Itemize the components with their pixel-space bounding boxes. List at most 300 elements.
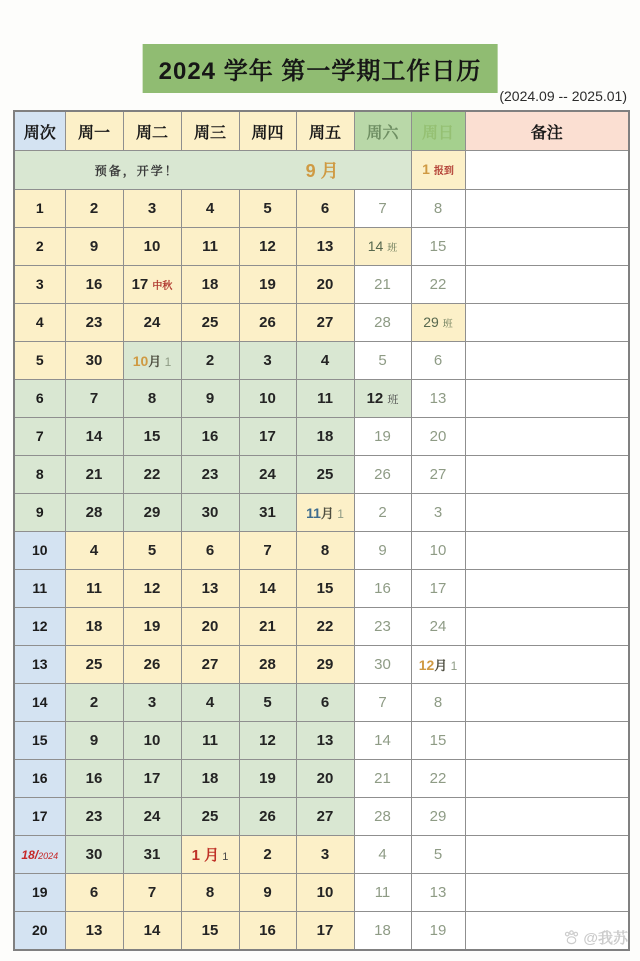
table-row bbox=[14, 722, 629, 760]
calendar-cell bbox=[239, 304, 296, 342]
cell-text: 24 bbox=[143, 807, 161, 825]
table-row bbox=[14, 874, 629, 912]
table-row bbox=[14, 418, 629, 456]
header-remarks: 备注 bbox=[465, 111, 629, 151]
cell-text: 21 bbox=[374, 769, 391, 787]
cell-text: 19 bbox=[259, 275, 276, 293]
page-title: 2024 学年 第一学期工作日历 bbox=[143, 44, 498, 93]
calendar-cell bbox=[411, 912, 465, 951]
cell-text: 13 bbox=[316, 731, 334, 749]
cell-text: 11 bbox=[86, 579, 102, 597]
remark-cell bbox=[465, 760, 629, 798]
cell-text: 7 bbox=[378, 693, 387, 711]
cell-text: 月 bbox=[320, 505, 334, 521]
calendar-cell bbox=[239, 760, 296, 798]
cell-text: 25 bbox=[85, 655, 103, 673]
cell-text: 12 bbox=[366, 389, 388, 407]
calendar-cell bbox=[123, 646, 181, 684]
band-note: 预备，开学！ bbox=[94, 163, 179, 178]
cell-text: 13 bbox=[429, 389, 447, 407]
remark-cell bbox=[465, 798, 629, 836]
remark-cell bbox=[465, 836, 629, 874]
calendar-cell bbox=[296, 874, 354, 912]
cell-text: 5 bbox=[147, 541, 157, 559]
cell-text: 3 bbox=[320, 845, 330, 863]
calendar-cell bbox=[65, 266, 123, 304]
header-row bbox=[14, 111, 629, 151]
calendar-cell bbox=[181, 760, 239, 798]
calendar-cell bbox=[411, 190, 465, 228]
cell-text: 16 bbox=[374, 579, 391, 597]
calendar-cell bbox=[354, 304, 411, 342]
date-range: (2024.09 -- 2025.01) bbox=[499, 88, 627, 104]
week-number-cell bbox=[14, 684, 65, 722]
cell-text: 7 bbox=[147, 883, 157, 901]
cell-text: 10 bbox=[259, 389, 276, 407]
header-wednesday: 周三 bbox=[181, 111, 239, 151]
cell-text: 11 bbox=[374, 883, 391, 901]
cell-text: 报到 bbox=[433, 166, 454, 177]
remark-cell bbox=[465, 722, 629, 760]
cell-text: 14 bbox=[143, 921, 161, 939]
calendar-cell bbox=[239, 228, 296, 266]
cell-text: 7 bbox=[35, 427, 44, 444]
calendar-cell bbox=[411, 684, 465, 722]
cell-text: 班 bbox=[387, 393, 399, 406]
header-tuesday: 周二 bbox=[123, 111, 181, 151]
week-number-cell bbox=[14, 608, 65, 646]
week-number-cell bbox=[14, 304, 65, 342]
calendar-cell bbox=[123, 722, 181, 760]
cell-text: 20 bbox=[429, 427, 447, 445]
calendar-cell bbox=[123, 342, 181, 380]
calendar-cell bbox=[181, 418, 239, 456]
cell-text: 1 bbox=[161, 354, 172, 369]
cell-text: 3 bbox=[433, 503, 443, 521]
cell-text: 1 月 bbox=[191, 847, 220, 864]
cell-text: 22 bbox=[429, 769, 447, 787]
calendar-cell bbox=[123, 190, 181, 228]
calendar-cell bbox=[296, 722, 354, 760]
remark-cell bbox=[465, 418, 629, 456]
cell-text: 17 bbox=[259, 427, 276, 445]
week-number-cell bbox=[14, 342, 65, 380]
cell-text: 5 bbox=[378, 351, 387, 369]
cell-text: 12 bbox=[259, 731, 276, 749]
week-number-cell bbox=[14, 456, 65, 494]
cell-text: 14 bbox=[259, 579, 276, 597]
calendar-cell bbox=[239, 418, 296, 456]
cell-text: 10 bbox=[132, 352, 149, 369]
calendar-cell bbox=[65, 912, 123, 951]
september-month-band bbox=[14, 151, 411, 190]
remark-cell bbox=[465, 228, 629, 266]
cell-text: 14 bbox=[31, 693, 48, 710]
cell-text: 2 bbox=[35, 237, 44, 254]
cell-text: 17 bbox=[143, 769, 161, 787]
calendar-cell bbox=[65, 874, 123, 912]
calendar-cell bbox=[239, 266, 296, 304]
calendar-cell bbox=[65, 342, 123, 380]
calendar-cell bbox=[65, 646, 123, 684]
cell-text: 班 bbox=[442, 318, 453, 330]
cell-text: 12 bbox=[31, 617, 48, 634]
cell-text: 23 bbox=[374, 617, 391, 635]
cell-text: 21 bbox=[85, 465, 103, 483]
week-number-cell bbox=[14, 494, 65, 532]
calendar-cell bbox=[239, 494, 296, 532]
header-monday: 周一 bbox=[65, 111, 123, 151]
cell-text: 17 bbox=[429, 579, 447, 597]
cell-text: 22 bbox=[316, 617, 334, 635]
cell-text: 10 bbox=[316, 883, 334, 901]
cell-text: 10 bbox=[143, 731, 161, 749]
calendar-cell bbox=[296, 304, 354, 342]
week-number-cell bbox=[14, 570, 65, 608]
cell-text: 19 bbox=[259, 769, 276, 787]
calendar-cell bbox=[411, 228, 465, 266]
week-number-cell bbox=[14, 760, 65, 798]
cell-text: 1 bbox=[447, 658, 458, 673]
calendar-cell bbox=[123, 684, 181, 722]
cell-text: 30 bbox=[374, 655, 391, 673]
cell-text: 13 bbox=[316, 237, 334, 255]
calendar-cell bbox=[239, 456, 296, 494]
cell-text: 29 bbox=[423, 313, 443, 330]
header-sunday: 周日 bbox=[411, 111, 465, 151]
calendar-cell bbox=[354, 836, 411, 874]
cell-text: 25 bbox=[201, 807, 219, 825]
table-row bbox=[14, 532, 629, 570]
cell-text: 25 bbox=[201, 313, 219, 331]
cell-text: 5 bbox=[433, 845, 443, 863]
cell-text: 6 bbox=[433, 351, 443, 369]
calendar-cell bbox=[411, 494, 465, 532]
cell-text: 15 bbox=[31, 731, 48, 748]
remark-cell bbox=[465, 532, 629, 570]
calendar-cell bbox=[123, 798, 181, 836]
cell-text: 24 bbox=[429, 617, 447, 635]
cell-text: 11 bbox=[202, 731, 218, 749]
calendar-cell bbox=[354, 380, 411, 418]
calendar-cell bbox=[296, 608, 354, 646]
cell-text: 28 bbox=[374, 313, 391, 331]
calendar-cell bbox=[65, 570, 123, 608]
calendar-cell bbox=[181, 836, 239, 874]
calendar-cell bbox=[239, 190, 296, 228]
calendar-cell bbox=[123, 228, 181, 266]
cell-text: 14 bbox=[367, 237, 388, 254]
calendar-cell bbox=[123, 532, 181, 570]
cell-text: 26 bbox=[259, 313, 276, 331]
calendar-cell bbox=[296, 532, 354, 570]
cell-text: 2 bbox=[263, 845, 272, 863]
header-week-number: 周次 bbox=[14, 111, 65, 151]
calendar-cell bbox=[354, 684, 411, 722]
calendar-table bbox=[13, 110, 630, 951]
calendar-cell bbox=[123, 380, 181, 418]
calendar-cell bbox=[181, 228, 239, 266]
calendar-cell bbox=[181, 456, 239, 494]
calendar-cell bbox=[181, 646, 239, 684]
calendar-cell bbox=[181, 798, 239, 836]
week-number-cell bbox=[14, 266, 65, 304]
week-number-cell bbox=[14, 228, 65, 266]
calendar-cell bbox=[123, 456, 181, 494]
calendar-cell bbox=[123, 266, 181, 304]
cell-text: 3 bbox=[147, 199, 157, 217]
cell-text: 1 bbox=[219, 851, 229, 863]
cell-text: 8 bbox=[433, 199, 443, 217]
calendar-cell bbox=[239, 570, 296, 608]
cell-text: 17 bbox=[131, 275, 153, 293]
cell-text: 12 bbox=[143, 579, 161, 597]
cell-text: 4 bbox=[205, 693, 215, 711]
header-friday: 周五 bbox=[296, 111, 354, 151]
calendar-cell bbox=[181, 532, 239, 570]
calendar-cell bbox=[239, 722, 296, 760]
cell-text: 2 bbox=[378, 503, 387, 521]
cell-text: 4 bbox=[378, 845, 387, 863]
cell-text: 7 bbox=[89, 389, 99, 407]
cell-text: 18 bbox=[374, 921, 391, 939]
cell-text: 26 bbox=[374, 465, 391, 483]
table-row bbox=[14, 456, 629, 494]
cell-text: 26 bbox=[259, 807, 276, 825]
cell-text: 10 bbox=[429, 541, 447, 559]
remark-cell bbox=[465, 608, 629, 646]
week-number-cell bbox=[14, 418, 65, 456]
calendar-cell bbox=[239, 684, 296, 722]
cell-text: 20 bbox=[316, 275, 334, 293]
week-number-cell bbox=[14, 798, 65, 836]
cell-text: 3 bbox=[263, 351, 272, 369]
table-row bbox=[14, 646, 629, 684]
calendar-cell bbox=[354, 456, 411, 494]
cell-text: 30 bbox=[85, 845, 103, 863]
calendar-cell bbox=[239, 608, 296, 646]
calendar-cell bbox=[123, 836, 181, 874]
cell-text: 19 bbox=[31, 883, 48, 900]
cell-text: 30 bbox=[85, 351, 103, 369]
cell-text: 29 bbox=[143, 503, 161, 521]
calendar-cell bbox=[65, 190, 123, 228]
calendar-cell bbox=[411, 836, 465, 874]
cell-text: 13 bbox=[429, 883, 447, 901]
cell-text: 1 bbox=[333, 506, 344, 521]
table-row bbox=[14, 151, 629, 190]
table-row bbox=[14, 608, 629, 646]
band-month-label: 9 月 bbox=[305, 161, 339, 181]
calendar-cell bbox=[239, 798, 296, 836]
calendar-cell bbox=[65, 494, 123, 532]
calendar-cell bbox=[181, 380, 239, 418]
week-number-cell bbox=[14, 532, 65, 570]
calendar-cell bbox=[354, 570, 411, 608]
cell-text: 28 bbox=[374, 807, 391, 825]
cell-text: 9 bbox=[378, 541, 387, 559]
calendar-cell bbox=[181, 266, 239, 304]
remark-cell bbox=[465, 342, 629, 380]
calendar-body bbox=[14, 151, 629, 951]
calendar-cell bbox=[123, 304, 181, 342]
calendar-cell bbox=[354, 646, 411, 684]
watermark-text: @我苏 bbox=[583, 930, 628, 947]
cell-text: 4 bbox=[35, 313, 44, 330]
cell-text: 19 bbox=[143, 617, 161, 635]
calendar-cell bbox=[123, 494, 181, 532]
cell-text: 18 bbox=[316, 427, 334, 445]
calendar-cell bbox=[239, 342, 296, 380]
cell-text: 1 bbox=[422, 161, 434, 177]
cell-text: 6 bbox=[35, 389, 44, 406]
watermark bbox=[563, 927, 628, 948]
week-number-cell bbox=[14, 836, 65, 874]
calendar-cell bbox=[65, 228, 123, 266]
remark-cell bbox=[465, 570, 629, 608]
calendar-cell bbox=[239, 532, 296, 570]
remark-cell bbox=[465, 684, 629, 722]
calendar-cell bbox=[65, 798, 123, 836]
calendar-cell bbox=[239, 836, 296, 874]
cell-text: 2 bbox=[89, 199, 99, 217]
calendar-cell bbox=[296, 456, 354, 494]
calendar-cell bbox=[296, 798, 354, 836]
cell-text: 2 bbox=[205, 351, 215, 369]
cell-text: 17 bbox=[31, 807, 48, 824]
cell-text: 18 bbox=[201, 769, 219, 787]
cell-text: 28 bbox=[85, 503, 103, 521]
cell-text: 22 bbox=[429, 275, 447, 293]
cell-text: 27 bbox=[316, 313, 334, 331]
remark-cell bbox=[465, 874, 629, 912]
cell-text: 12 bbox=[418, 656, 435, 673]
calendar-cell bbox=[239, 912, 296, 951]
calendar-cell bbox=[411, 456, 465, 494]
cell-text: 19 bbox=[374, 427, 391, 445]
calendar-cell bbox=[296, 836, 354, 874]
calendar-cell bbox=[411, 532, 465, 570]
cell-text: 23 bbox=[201, 465, 219, 483]
calendar-cell bbox=[65, 722, 123, 760]
cell-text: 3 bbox=[147, 693, 157, 711]
table-row bbox=[14, 266, 629, 304]
calendar-cell bbox=[411, 266, 465, 304]
cell-text: 5 bbox=[35, 351, 44, 368]
calendar-cell bbox=[354, 532, 411, 570]
week-number-cell bbox=[14, 722, 65, 760]
cell-text: 25 bbox=[316, 465, 334, 483]
calendar-cell bbox=[123, 912, 181, 951]
cell-text: 20 bbox=[31, 921, 48, 938]
cell-text: 16 bbox=[85, 769, 103, 787]
remark-cell bbox=[465, 494, 629, 532]
table-row bbox=[14, 190, 629, 228]
paw-icon bbox=[563, 929, 580, 946]
calendar-cell bbox=[65, 532, 123, 570]
calendar-cell bbox=[65, 456, 123, 494]
cell-text: 24 bbox=[143, 313, 161, 331]
cell-text: 4 bbox=[205, 199, 215, 217]
calendar-cell bbox=[411, 608, 465, 646]
week-number-cell bbox=[14, 190, 65, 228]
cell-text: 6 bbox=[89, 883, 99, 901]
calendar-cell bbox=[123, 608, 181, 646]
cell-text: 31 bbox=[259, 503, 276, 521]
cell-text: 30 bbox=[201, 503, 219, 521]
cell-text: 27 bbox=[201, 655, 219, 673]
calendar-cell bbox=[296, 646, 354, 684]
cell-text: 2024 bbox=[38, 850, 59, 861]
calendar-cell bbox=[65, 304, 123, 342]
cell-text: 4 bbox=[320, 351, 330, 369]
calendar-cell bbox=[354, 608, 411, 646]
calendar-cell bbox=[65, 380, 123, 418]
calendar-cell bbox=[354, 494, 411, 532]
table-row bbox=[14, 380, 629, 418]
cell-text: 班 bbox=[387, 242, 398, 254]
calendar-cell bbox=[354, 912, 411, 951]
table-row bbox=[14, 836, 629, 874]
cell-text: 27 bbox=[316, 807, 334, 825]
cell-text: 13 bbox=[31, 655, 48, 672]
cell-text: 29 bbox=[316, 655, 334, 673]
calendar-cell bbox=[181, 494, 239, 532]
calendar-cell bbox=[296, 190, 354, 228]
table-row bbox=[14, 570, 629, 608]
table-row bbox=[14, 304, 629, 342]
cell-text: 月 bbox=[434, 657, 448, 673]
cell-text: 15 bbox=[201, 921, 219, 939]
header-saturday: 周六 bbox=[354, 111, 411, 151]
calendar-cell bbox=[354, 798, 411, 836]
cell-text: 15 bbox=[143, 427, 161, 445]
calendar-cell bbox=[411, 304, 465, 342]
calendar-cell bbox=[65, 608, 123, 646]
table-row bbox=[14, 684, 629, 722]
calendar-cell bbox=[123, 874, 181, 912]
cell-text: 15 bbox=[316, 579, 334, 597]
cell-text: 6 bbox=[320, 693, 330, 711]
remark-cell bbox=[465, 456, 629, 494]
remark-cell bbox=[465, 304, 629, 342]
calendar-cell bbox=[296, 418, 354, 456]
cell-text: 6 bbox=[320, 199, 330, 217]
calendar-cell bbox=[296, 570, 354, 608]
cell-text: 24 bbox=[259, 465, 276, 483]
cell-text: 28 bbox=[259, 655, 276, 673]
cell-text: 月 bbox=[148, 353, 162, 369]
calendar-cell bbox=[239, 380, 296, 418]
cell-text: 15 bbox=[429, 731, 447, 749]
cell-text: 16 bbox=[201, 427, 219, 445]
cell-text: 27 bbox=[429, 465, 447, 483]
cell-text: 18 bbox=[201, 275, 219, 293]
cell-text: 11 bbox=[202, 237, 218, 255]
cell-text: 21 bbox=[259, 617, 276, 635]
cell-text: 21 bbox=[374, 275, 391, 293]
calendar-cell bbox=[296, 912, 354, 951]
week-number-cell bbox=[14, 874, 65, 912]
calendar-cell bbox=[123, 418, 181, 456]
cell-text: 9 bbox=[263, 883, 272, 901]
cell-text: 10 bbox=[143, 237, 161, 255]
calendar-cell bbox=[296, 494, 354, 532]
calendar-cell bbox=[354, 760, 411, 798]
remark-cell bbox=[465, 266, 629, 304]
calendar-cell bbox=[181, 304, 239, 342]
cell-text: 14 bbox=[374, 731, 391, 749]
